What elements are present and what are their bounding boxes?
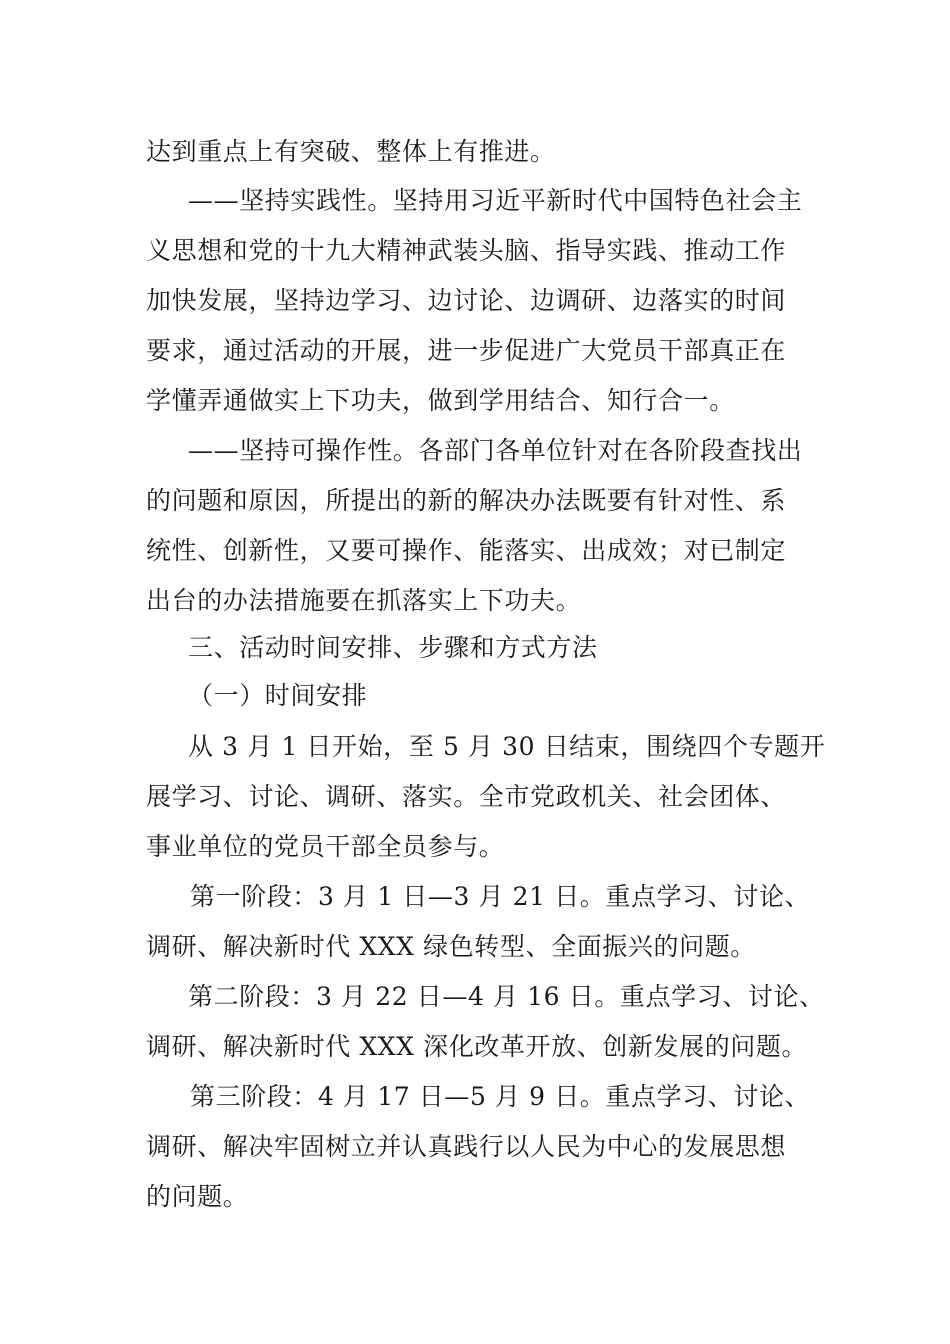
section-heading: 三、活动时间安排、步骤和方式方法: [188, 633, 598, 662]
text-line: 展学习、讨论、调研、落实。全市党政机关、社会团体、: [146, 782, 787, 811]
text-line: 从 3 月 1 日开始，至 5 月 30 日结束，围绕四个专题开: [188, 732, 826, 761]
text-line: 出台的办法措施要在抓落实上下功夫。: [146, 586, 582, 615]
text-line: 第一阶段：3 月 1 日—3 月 21 日。重点学习、讨论、: [190, 882, 811, 911]
text-line: 调研、解决新时代 XXX 绿色转型、全面振兴的问题。: [146, 932, 756, 961]
text-line: 的问题。: [146, 1182, 249, 1211]
text-line: 事业单位的党员干部全员参与。: [146, 832, 505, 861]
text-line: 统性、创新性，又要可操作、能落实、出成效；对已制定: [146, 536, 787, 565]
text-line: 要求，通过活动的开展，进一步促进广大党员干部真正在: [146, 336, 787, 365]
subsection-heading: （一）时间安排: [188, 681, 368, 710]
text-line: 调研、解决牢固树立并认真践行以人民为中心的发展思想: [146, 1132, 787, 1161]
text-line: 第三阶段：4 月 17 日—5 月 9 日。重点学习、讨论、: [190, 1082, 811, 1111]
text-line: 义思想和党的十九大精神武装头脑、指导实践、推动工作: [146, 236, 787, 265]
text-line: 达到重点上有突破、整体上有推进。: [146, 137, 556, 166]
text-line: 调研、解决新时代 XXX 深化改革开放、创新发展的问题。: [146, 1032, 808, 1061]
text-line: 学懂弄通做实上下功夫，做到学用结合、知行合一。: [146, 386, 735, 415]
text-line: ——坚持实践性。坚持用习近平新时代中国特色社会主: [188, 186, 803, 215]
text-line: ——坚持可操作性。各部门各单位针对在各阶段查找出: [188, 436, 803, 465]
text-line: 第二阶段：3 月 22 日—4 月 16 日。重点学习、讨论、: [188, 982, 825, 1011]
text-line: 加快发展，坚持边学习、边讨论、边调研、边落实的时间: [146, 286, 787, 315]
text-line: 的问题和原因，所提出的新的解决办法既要有针对性、系: [146, 486, 787, 515]
